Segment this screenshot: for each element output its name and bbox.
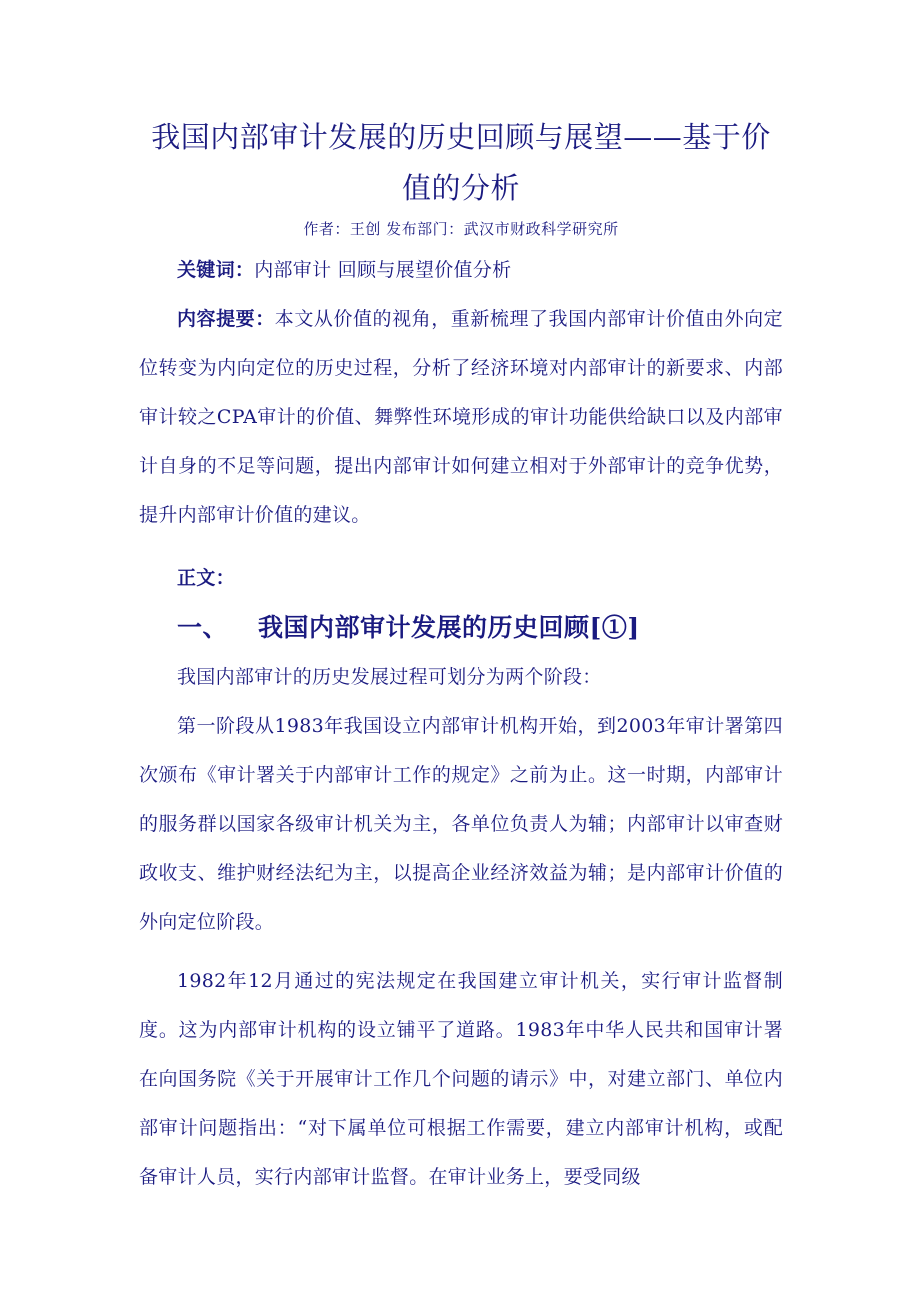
body-paragraph: 第一阶段从1983年我国设立内部审计机构开始，到2003年审计署第四次颁布《审计署关于内部审计工作的规定》之前为止。这一时期，内部审计的服务群以国家各级审计机关为主，各单位负责人为辅；内部审计以审查财政收支、维护财经法纪为主，以提高企业经济效益为辅；是内部审计价值的外向定位阶段。 [139,715,783,933]
keywords-label: 关键词： [177,259,255,281]
body-paragraph: 1982年12月通过的宪法规定在我国建立审计机关，实行审计监督制度。这为内部审计机构的设立铺平了道路。1983年中华人民共和国审计署在向国务院《关于开展审计工作几个问题的请示》中，对建立部门、单位内部审计问题指出：“对下属单位可根据工作需要，建立内部审计机构，或配备审计人员，实行内部审计监督。在审计业务上，要受同级 [139,970,783,1188]
keywords-paragraph [139,246,783,295]
section-heading [139,603,783,653]
author-byline: 作者：王创 发布部门：武汉市财政科学研究所 [303,220,619,238]
document-title: 我国内部审计发展的历史回顾与展望——基于价值的分析 [151,120,771,205]
section-number: 一、 [177,613,229,642]
abstract-text: 本文从价值的视角，重新梳理了我国内部审计价值由外向定位转变为内向定位的历史过程，分析了经济环境对内部审计的新要求、内部审计较之CPA审计的价值、舞弊性环境形成的审计功能供给缺口以及内部审计自身的不足等问题，提出内部审计如何建立相对于外部审计的竞争优势，提升内部审计价值的建议。 [139,308,783,526]
document-page [139,112,783,1202]
keywords-text: 内部审计 回顾与展望价值分析 [254,259,512,281]
abstract-label: 内容提要： [177,308,275,330]
body-label: 正文： [177,567,235,589]
abstract-paragraph [139,295,783,540]
body-paragraph: 我国内部审计的历史发展过程可划分为两个阶段： [177,666,602,688]
section-title: 我国内部审计发展的历史回顾[①] [258,613,640,642]
